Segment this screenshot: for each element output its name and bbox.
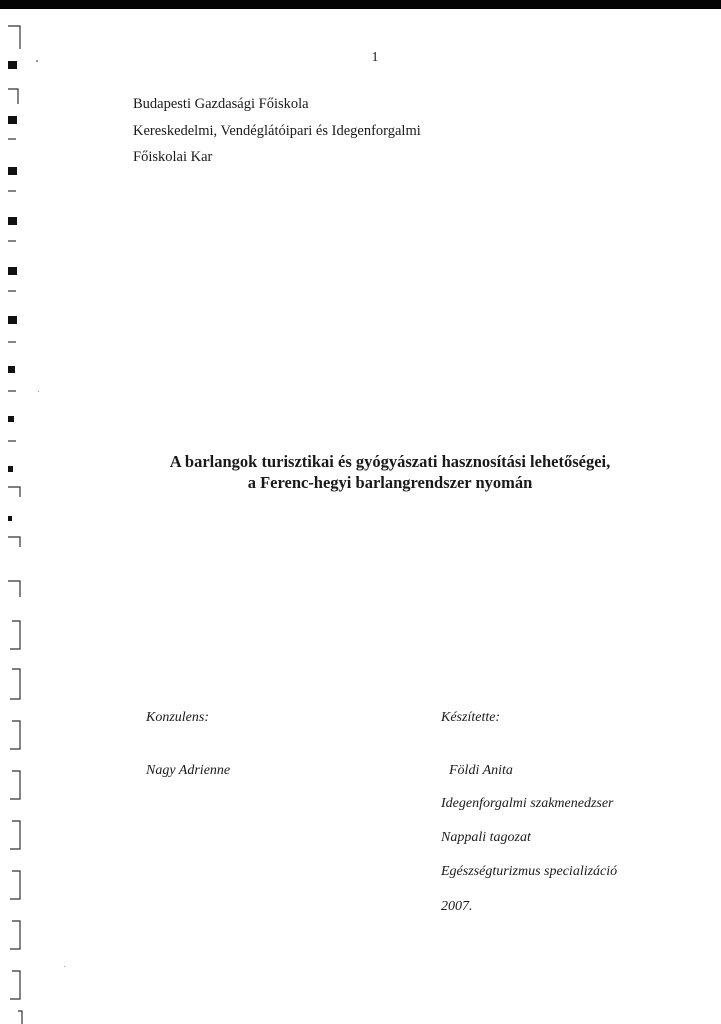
author-specialization: Egészségturizmus specializáció (441, 864, 618, 879)
author-name: Földi Anita (449, 763, 513, 778)
author-label: Készítette: (441, 710, 501, 725)
scan-speck (38, 391, 39, 392)
author-program: Idegenforgalmi szakmenedzser (441, 796, 614, 811)
institution-name: Budapesti Gazdasági Főiskola (133, 96, 309, 112)
author-year: 2007. (441, 899, 473, 914)
scan-speck (64, 966, 65, 967)
institution-faculty: Kereskedelmi, Vendéglátóipari és Idegenforgalmi (133, 123, 421, 139)
thesis-title-line-2: a Ferenc-hegyi barlangrendszer nyomán (247, 473, 533, 492)
institution-faculty-type: Főiskolai Kar (133, 149, 213, 165)
consultant-name: Nagy Adrienne (146, 763, 231, 778)
author-study-mode: Nappali tagozat (441, 830, 531, 845)
page-number: 1 (371, 50, 379, 65)
scan-top-edge (0, 0, 721, 9)
thesis-title-line-1: A barlangok turisztikai és gyógyászati hasznosítási lehetőségei, (169, 452, 611, 471)
scan-speck (36, 60, 38, 62)
thesis-title (120, 451, 660, 493)
consultant-label: Konzulens: (146, 710, 209, 725)
binding-holes (0, 9, 40, 1024)
